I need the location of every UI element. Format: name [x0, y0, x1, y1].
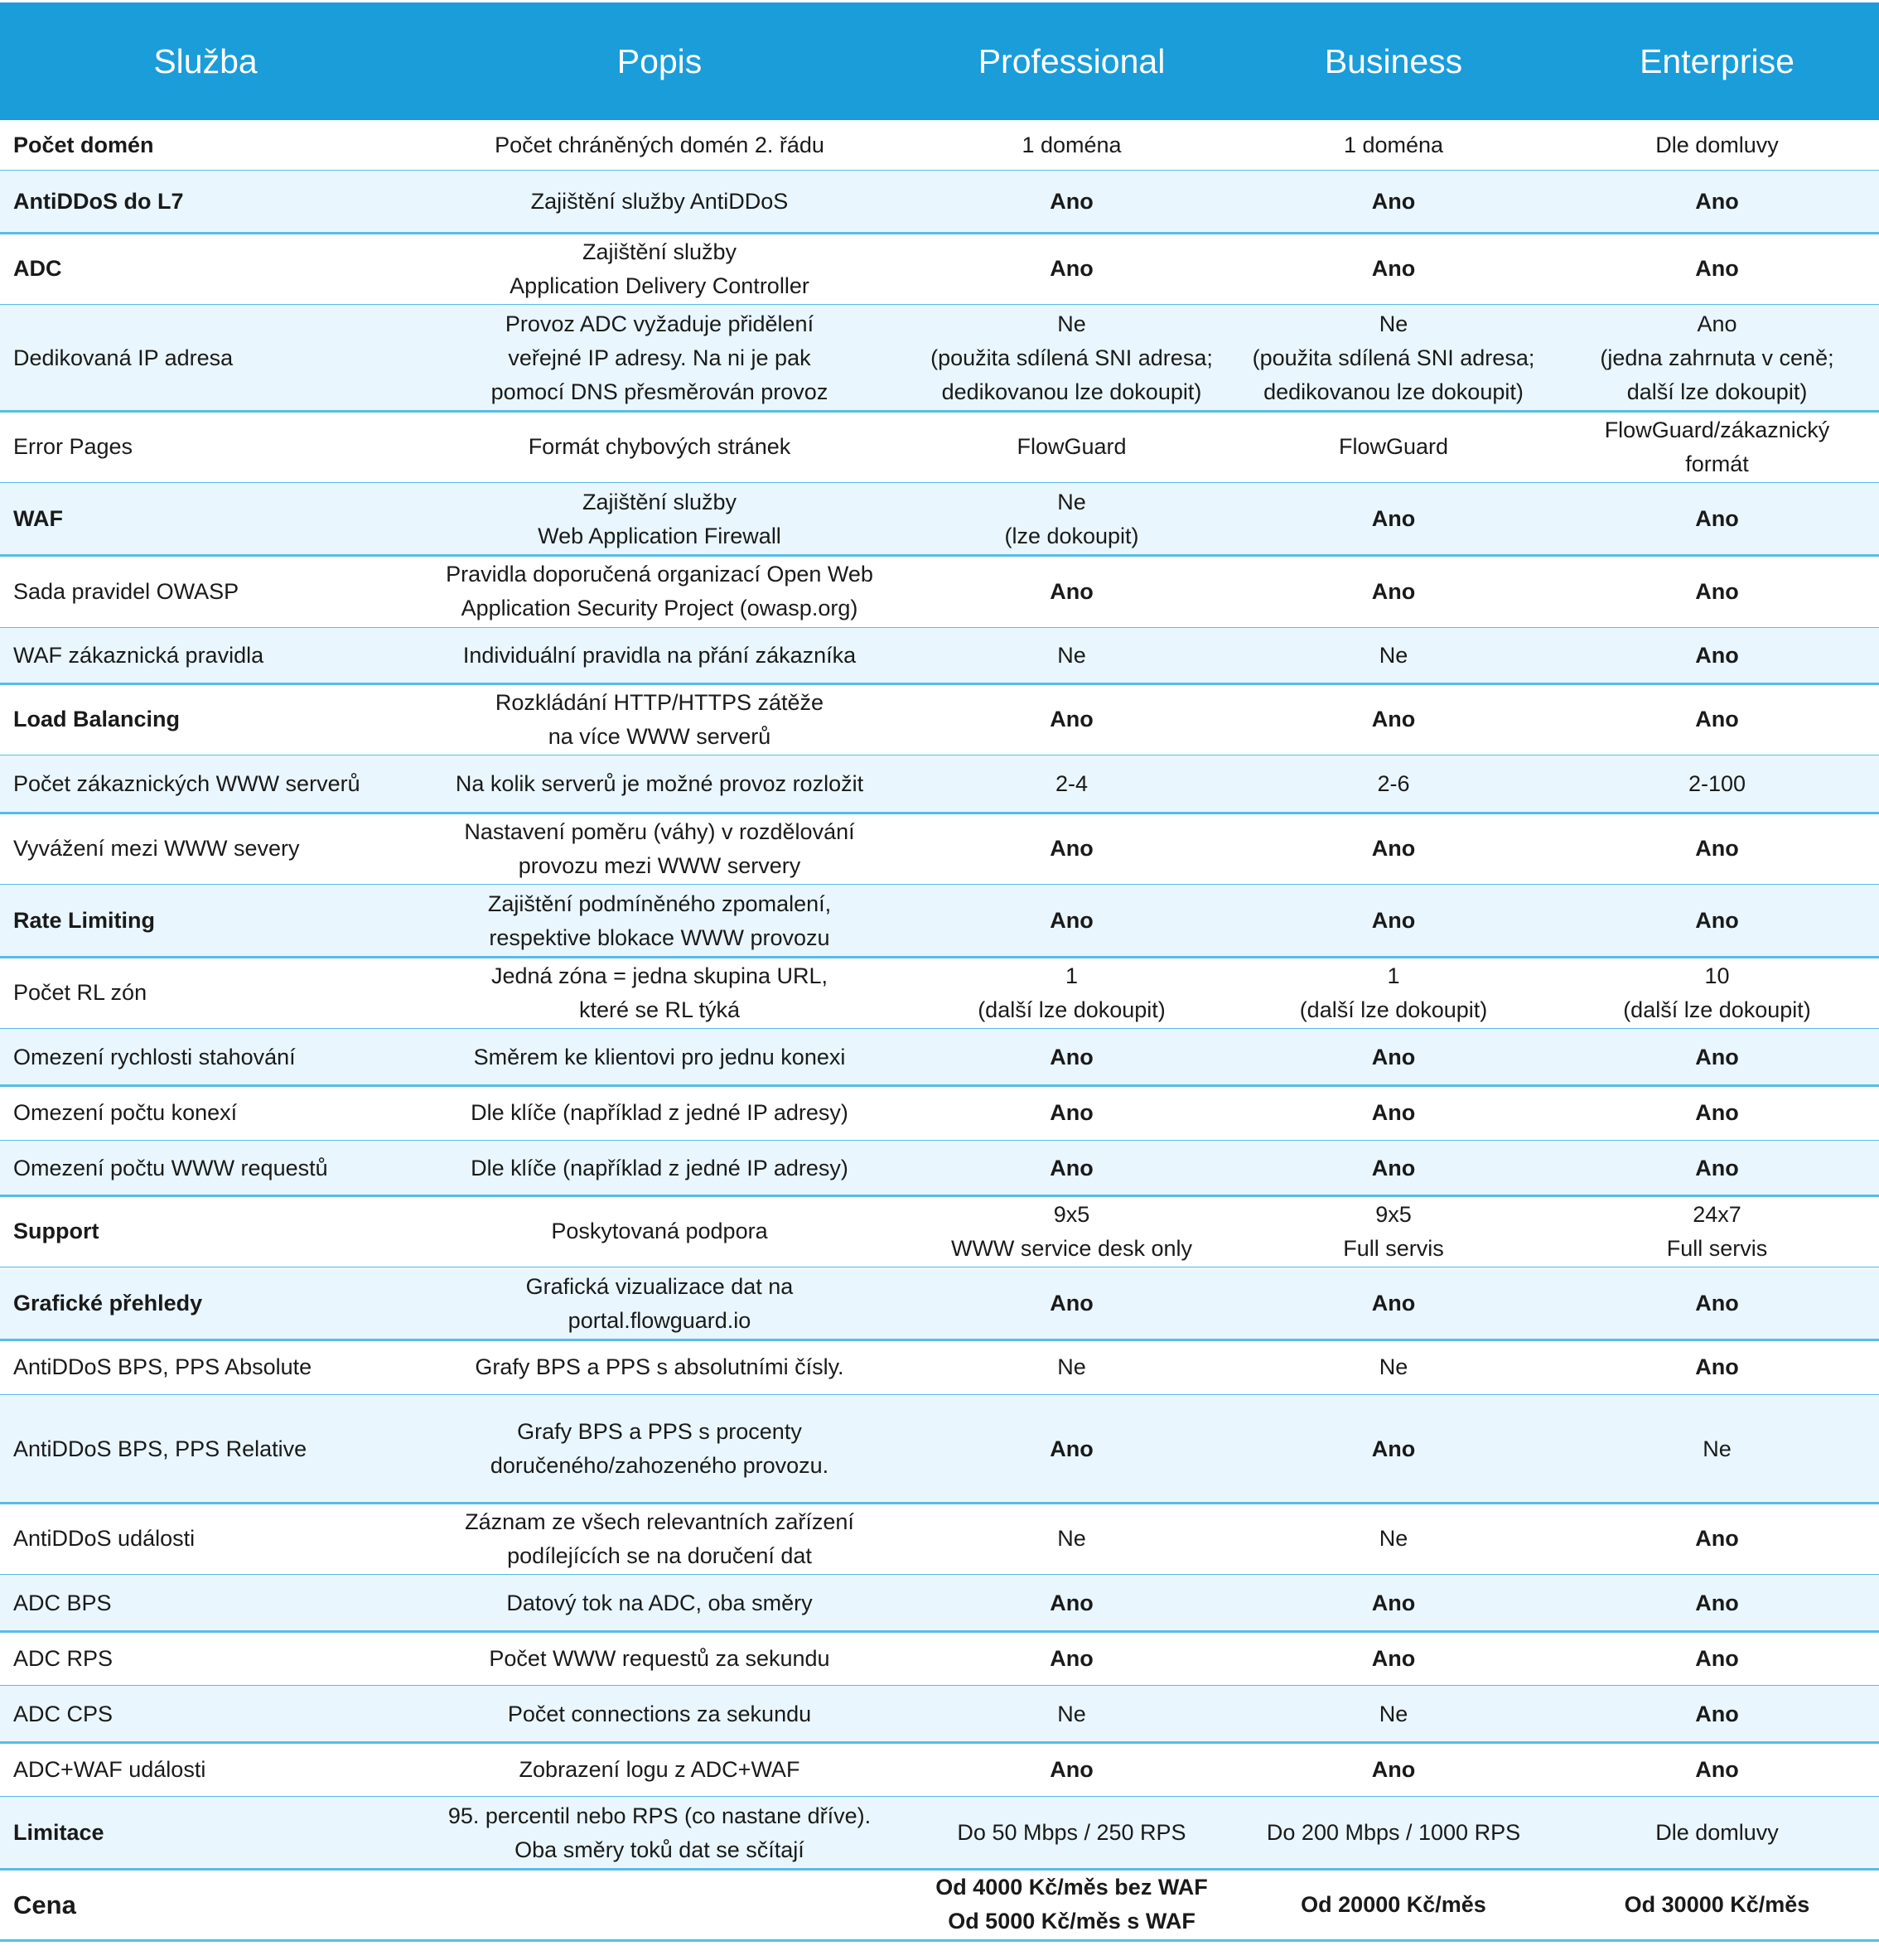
row-service-name: Rate Limiting — [13, 908, 156, 933]
row-value-business: Ano — [1371, 1291, 1416, 1316]
row-description: Zobrazení logu z ADC+WAF — [519, 1756, 800, 1782]
header-enterprise: Enterprise — [1640, 42, 1794, 80]
row-value-enterprise: Ano — [1695, 1354, 1739, 1379]
row-service-name: Omezení rychlosti stahování — [13, 1044, 296, 1069]
row-value-professional: Ano — [1050, 1155, 1094, 1180]
table-row — [0, 1742, 1879, 1797]
row-value-professional: Ano — [1050, 908, 1094, 933]
row-value-enterprise: Ano — [1695, 1701, 1739, 1726]
row-value-professional: Ne — [1057, 1701, 1086, 1726]
row-service-name: Sada pravidel OWASP — [13, 578, 239, 604]
row-divider — [0, 1939, 1879, 1942]
row-value-business: 1 doména — [1343, 132, 1444, 157]
row-value-business: Ne — [1379, 1526, 1408, 1551]
row-value-business: FlowGuard — [1338, 434, 1449, 459]
table-row — [0, 1395, 1879, 1503]
row-service-name: Limitace — [13, 1820, 104, 1845]
table-row — [0, 119, 1879, 171]
row-service-name: Počet domén — [13, 132, 154, 157]
row-service-name: ADC BPS — [13, 1590, 112, 1615]
row-description: Grafická vizualizace dat na portal.flowguard.io — [525, 1273, 794, 1333]
row-value-business: Ano — [1371, 1100, 1416, 1125]
row-description: Dle klíče (například z jedné IP adresy) — [471, 1155, 848, 1180]
row-value-business: Do 200 Mbps / 1000 RPS — [1266, 1820, 1521, 1845]
row-value-business: Ano — [1371, 836, 1416, 861]
row-value-professional: Ano — [1050, 1756, 1094, 1782]
row-description: Na kolik serverů je možné provoz rozložit — [455, 771, 864, 796]
row-description: Pravidla doporučená organizací Open Web Application Security Project (owasp.org) — [446, 562, 873, 620]
row-value-professional: Ano — [1050, 578, 1094, 604]
row-description — [414, 1869, 905, 1940]
row-value-business: Ne — [1379, 643, 1408, 668]
row-description: Zajištění služby AntiDDoS — [530, 189, 789, 214]
row-value-enterprise: Ano — [1695, 578, 1739, 604]
row-description: Záznam ze všech relevantních zařízení podílejících se na doručení dat — [465, 1509, 854, 1568]
row-service-name: AntiDDoS do L7 — [13, 189, 184, 214]
row-service-name: ADC — [13, 256, 62, 281]
table-header — [0, 2, 1879, 120]
table-row — [0, 813, 1879, 885]
row-value-enterprise: Ano — [1695, 1291, 1739, 1316]
table-row — [0, 1686, 1879, 1742]
row-description: Poskytovaná podpora — [551, 1219, 768, 1243]
table-row — [0, 1869, 1879, 1940]
row-value-business: Ano — [1371, 1436, 1416, 1461]
row-value-enterprise: Ano — [1695, 1044, 1739, 1069]
row-value-enterprise: Ano — [1695, 836, 1739, 861]
row-service-name: Omezení počtu WWW requestů — [13, 1155, 328, 1180]
row-value-professional: Ano — [1050, 256, 1094, 281]
table-row — [0, 957, 1879, 1029]
header-business: Business — [1324, 42, 1463, 80]
row-value-enterprise: Od 30000 Kč/měs — [1624, 1891, 1810, 1917]
row-description: Počet connections za sekundu — [507, 1701, 812, 1726]
row-value-enterprise: Ne — [1703, 1436, 1732, 1461]
row-value-business: Ano — [1371, 1044, 1416, 1069]
row-value-professional: 9x5 WWW service desk only — [950, 1201, 1193, 1261]
row-value-business: Ne — [1379, 1701, 1408, 1726]
row-service-name: Omezení počtu konexí — [13, 1100, 238, 1125]
header-professional: Professional — [978, 42, 1166, 80]
row-description: Zajištění podmíněného zpomalení, respektive blokace WWW provozu — [487, 891, 832, 950]
row-description: 95. percentil nebo RPS (co nastane dříve). Oba směry toků dat se sčítají — [447, 1803, 872, 1862]
row-service-name: AntiDDoS BPS, PPS Relative — [13, 1436, 307, 1461]
row-value-enterprise: 10 (další lze dokoupit) — [1623, 963, 1811, 1022]
row-service-name: Počet RL zón — [13, 980, 147, 1005]
row-description: Datový tok na ADC, oba směry — [506, 1590, 813, 1615]
row-value-enterprise: Ano — [1695, 189, 1739, 214]
row-value-professional: Ano — [1050, 836, 1094, 861]
row-value-professional: Ano — [1050, 1436, 1094, 1461]
table-row — [0, 1503, 1879, 1575]
row-service-name: WAF zákaznická pravidla — [13, 643, 264, 668]
row-service-name: ADC RPS — [13, 1645, 114, 1671]
row-value-enterprise: Ano (jedna zahrnuta v ceně; další lze dokoupit) — [1600, 311, 1834, 404]
row-value-professional: Ano — [1050, 1100, 1094, 1125]
table-row — [0, 628, 1879, 683]
row-value-business: Od 20000 Kč/měs — [1301, 1891, 1486, 1917]
row-value-business: Ano — [1371, 707, 1416, 731]
row-description: Směrem ke klientovi pro jednu konexi — [473, 1044, 846, 1069]
row-value-business: 9x5 Full servis — [1343, 1201, 1444, 1261]
row-value-business: Ano — [1371, 578, 1416, 604]
row-value-business: Ano — [1371, 1645, 1416, 1671]
row-value-enterprise: 2-100 — [1688, 771, 1746, 796]
row-service-name: ADC CPS — [13, 1701, 114, 1726]
row-value-business: Ne — [1379, 1354, 1408, 1379]
row-value-professional: Ne — [1057, 643, 1086, 668]
row-description: Formát chybových stránek — [528, 434, 791, 459]
row-value-enterprise: Dle domluvy — [1655, 1820, 1779, 1845]
row-value-enterprise: Ano — [1695, 643, 1739, 668]
table-row — [0, 1085, 1879, 1141]
table-row — [0, 1195, 1879, 1267]
row-service-name: Support — [13, 1219, 99, 1243]
row-value-professional: Od 4000 Kč/měs bez WAF Od 5000 Kč/měs s WAF — [935, 1875, 1208, 1933]
row-service-name: Vyvážení mezi WWW severy — [13, 836, 300, 861]
row-service-name: Load Balancing — [13, 707, 181, 731]
row-value-professional: 2-4 — [1055, 771, 1089, 796]
table-row — [0, 411, 1879, 483]
row-description: Dle klíče (například z jedné IP adresy) — [471, 1100, 848, 1125]
table-row — [0, 1631, 1879, 1686]
row-service-name: Počet zákaznických WWW serverů — [13, 771, 360, 796]
row-value-business: Ano — [1371, 908, 1416, 933]
row-value-enterprise: Ano — [1695, 707, 1739, 731]
row-description: Počet chráněných domén 2. řádu — [495, 132, 824, 157]
row-value-enterprise: 24x7 Full servis — [1666, 1201, 1768, 1261]
row-value-enterprise: Ano — [1695, 1590, 1739, 1615]
row-value-professional: Ne — [1057, 1354, 1086, 1379]
row-value-enterprise: Ano — [1695, 1155, 1739, 1180]
table-row — [0, 555, 1879, 628]
row-value-enterprise: Dle domluvy — [1655, 132, 1779, 157]
table-row — [0, 305, 1879, 411]
row-value-business: Ano — [1371, 506, 1416, 531]
row-value-professional: Ne (použita sdílená SNI adresa; dedikovanou lze dokoupit) — [930, 311, 1213, 404]
row-description: Jedná zóna = jedna skupina URL, které se RL týká — [490, 963, 828, 1022]
row-value-professional: Ne — [1057, 1526, 1086, 1551]
row-description: Zajištění služby Web Application Firewall — [538, 489, 781, 548]
row-value-professional: Ano — [1050, 189, 1094, 214]
table-row — [0, 756, 1879, 813]
table-row — [0, 233, 1879, 305]
row-service-name: Cena — [13, 1890, 76, 1919]
row-value-enterprise: Ano — [1695, 1526, 1739, 1551]
row-value-business: Ano — [1371, 1756, 1416, 1782]
header-popis: Popis — [616, 42, 703, 80]
table-row — [0, 683, 1879, 756]
table-row — [0, 1141, 1879, 1195]
row-value-business: Ano — [1371, 256, 1416, 281]
row-value-enterprise: Ano — [1695, 1100, 1739, 1125]
table-row — [0, 1267, 1879, 1340]
row-service-name: WAF — [13, 506, 63, 531]
row-description: Rozkládání HTTP/HTTPS zátěže na více WWW serverů — [495, 689, 824, 749]
row-description: Individuální pravidla na přání zákazníka — [462, 643, 857, 668]
row-value-professional: FlowGuard — [1017, 434, 1127, 459]
row-value-professional: Ano — [1050, 1645, 1094, 1671]
row-value-professional: Ne (lze dokoupit) — [1004, 489, 1139, 548]
row-value-professional: Ano — [1050, 707, 1094, 731]
row-description: Nastavení poměru (váhy) v rozdělování provozu mezi WWW servery — [464, 818, 855, 878]
table-row — [0, 483, 1879, 555]
row-value-enterprise: Ano — [1695, 256, 1739, 281]
row-value-business: Ne (použita sdílená SNI adresa; dedikovanou lze dokoupit) — [1252, 311, 1535, 404]
row-value-enterprise: Ano — [1695, 506, 1739, 531]
row-service-name: AntiDDoS události — [13, 1526, 196, 1551]
table-row — [0, 1340, 1879, 1395]
row-value-business: 1 (další lze dokoupit) — [1299, 963, 1488, 1022]
table-row — [0, 1797, 1879, 1869]
row-value-professional: Do 50 Mbps / 250 RPS — [957, 1820, 1186, 1845]
table-row — [0, 1029, 1879, 1085]
row-value-enterprise: Ano — [1695, 1645, 1739, 1671]
table-row — [0, 171, 1879, 233]
row-service-name: Error Pages — [13, 434, 133, 459]
row-value-enterprise: Ano — [1695, 1756, 1739, 1782]
row-value-business: 2-6 — [1377, 771, 1410, 796]
row-description: Grafy BPS a PPS s procenty doručeného/zahozeného provozu. — [490, 1419, 829, 1478]
row-value-business: Ano — [1371, 1155, 1416, 1180]
table-row — [0, 885, 1879, 957]
row-value-business: Ano — [1371, 1590, 1416, 1615]
row-service-name: Dedikovaná IP adresa — [13, 345, 234, 370]
row-description: Zajištění služby Application Delivery Controller — [510, 239, 809, 298]
row-description: Počet WWW requestů za sekundu — [489, 1645, 830, 1671]
row-value-professional: Ano — [1050, 1590, 1094, 1615]
row-description: Provoz ADC vyžaduje přidělení veřejné IP adresy. Na ni je pak pomocí DNS přesměrován provoz — [490, 311, 828, 404]
row-value-enterprise: FlowGuard/zákaznický formát — [1604, 417, 1830, 476]
row-value-professional: 1 doména — [1022, 132, 1122, 157]
row-service-name: AntiDDoS BPS, PPS Absolute — [13, 1354, 312, 1379]
table-row — [0, 1575, 1879, 1631]
row-value-professional: 1 (další lze dokoupit) — [978, 963, 1166, 1022]
row-service-name: ADC+WAF události — [13, 1756, 206, 1782]
row-value-professional: Ano — [1050, 1291, 1094, 1316]
row-description: Grafy BPS a PPS s absolutními čísly. — [475, 1354, 844, 1379]
row-value-business: Ano — [1371, 189, 1416, 214]
row-value-enterprise: Ano — [1695, 908, 1739, 933]
row-value-professional: Ano — [1050, 1044, 1094, 1069]
header-sluzba: Služba — [153, 42, 258, 80]
row-service-name: Grafické přehledy — [13, 1291, 203, 1316]
